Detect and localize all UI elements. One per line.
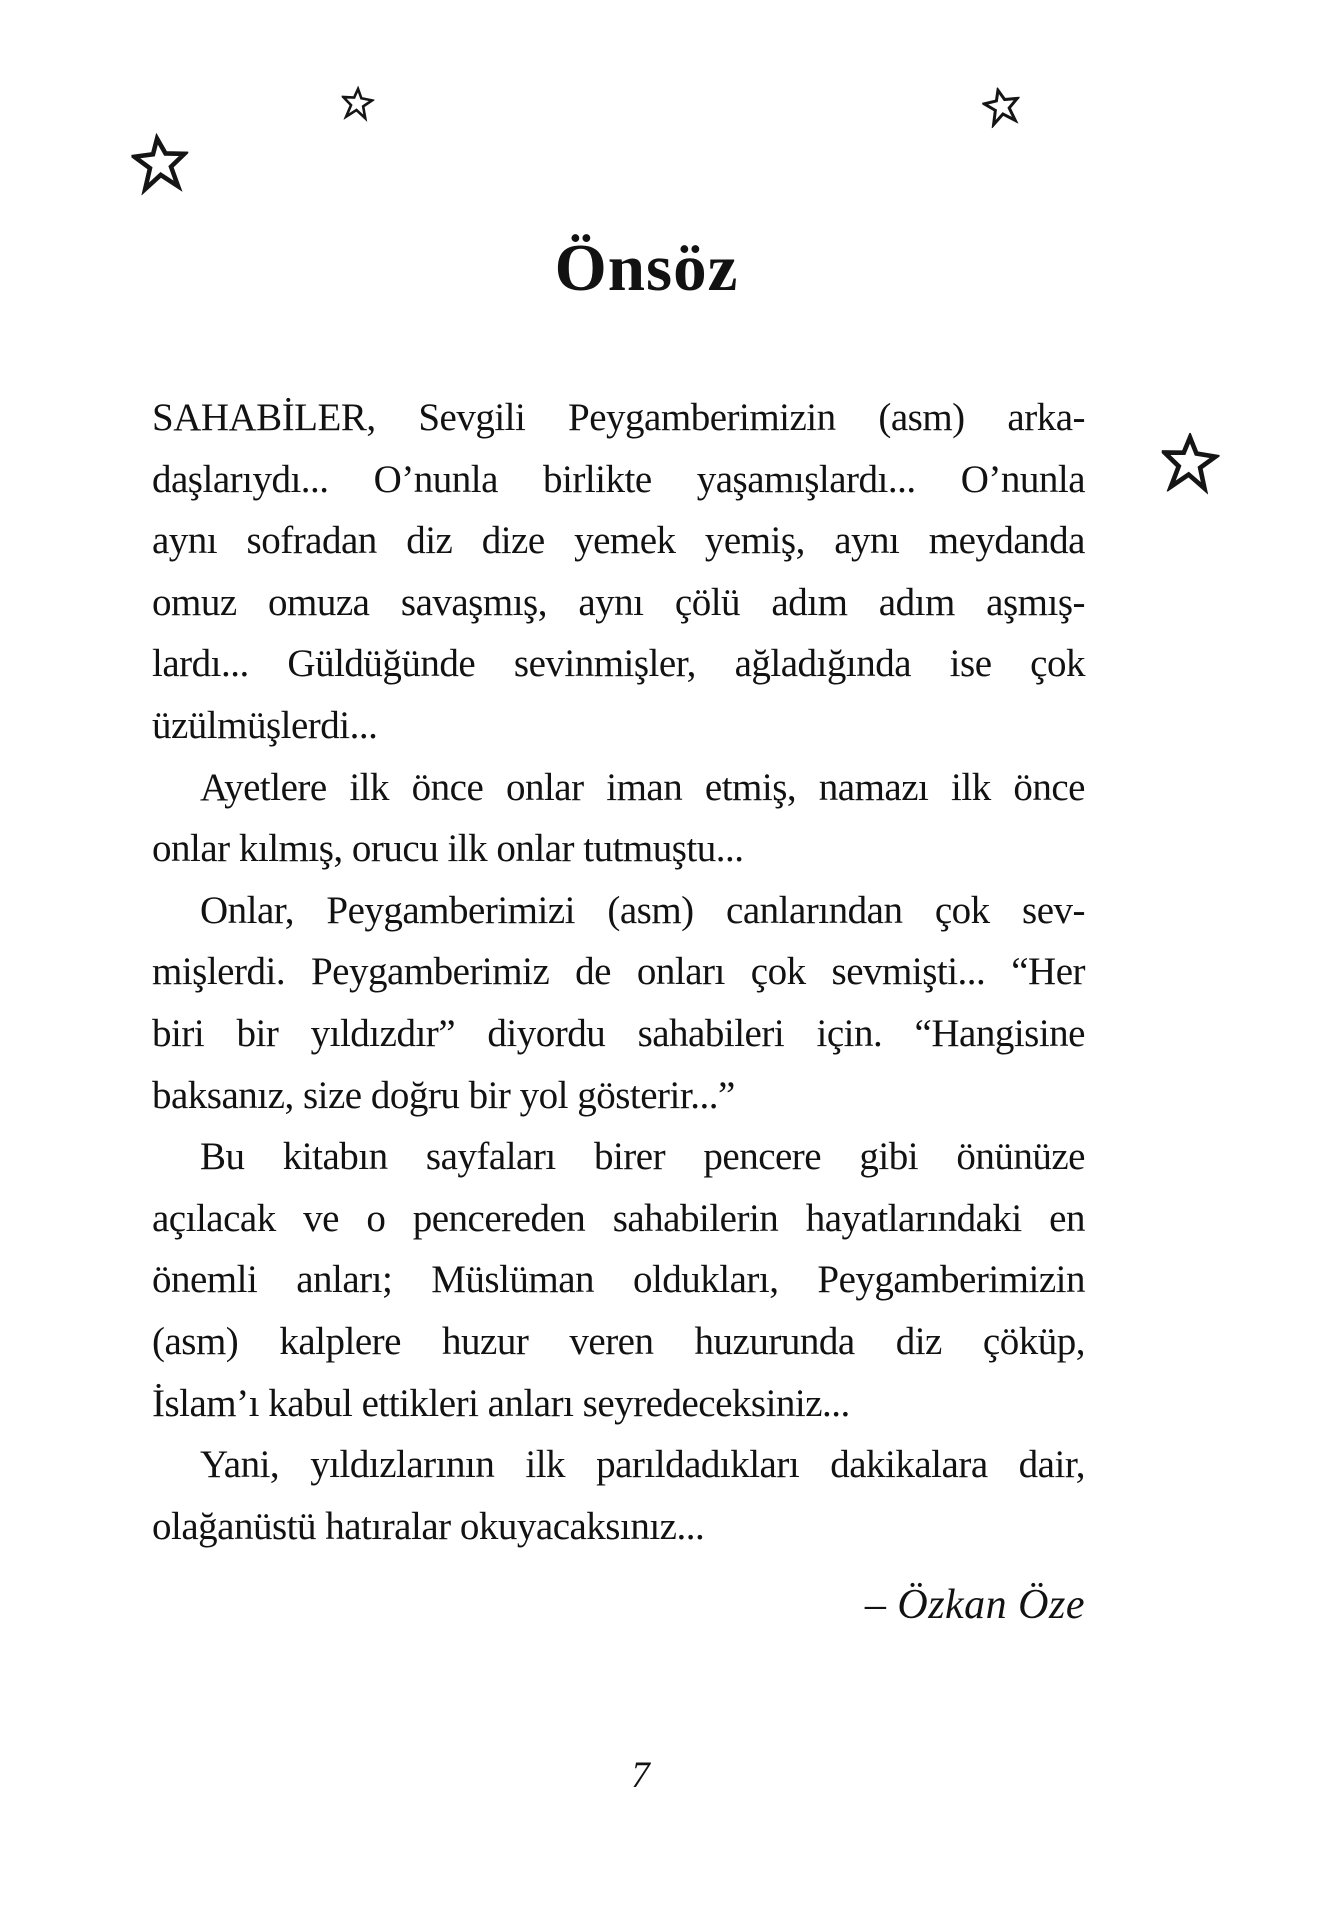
chapter-title: Önsöz (554, 231, 739, 305)
body-line: açılacak ve o pencereden sahabilerin hayatlarındaki en (152, 1196, 1085, 1240)
body-line: olağanüstü hatıralar okuyacaksınız... (152, 1504, 705, 1548)
body-line: baksanız, size doğru bir yol gösterir...” (152, 1073, 735, 1117)
body-line: İslam’ı kabul ettikleri anları seyredeceksiniz... (152, 1381, 850, 1425)
body-line: lardı... Güldüğünde sevinmişler, ağladığında ise çok (152, 642, 1085, 686)
body-line: Onlar, Peygamberimizi (asm) canlarından çok sev- (200, 888, 1085, 932)
body-line: SAHABİLER, Sevgili Peygamberimizin (asm) arka- (152, 396, 1085, 439)
decoration-star-top-center (339, 84, 375, 122)
body-line: onlar kılmış, orucu ilk onlar tutmuştu... (152, 827, 744, 871)
body-line: (asm) kalplere huzur veren huzurunda diz çöküp, (152, 1319, 1085, 1363)
body-line: aynı sofradan diz dize yemek yemiş, aynı meydanda (152, 519, 1085, 563)
star-doodle-icon (1159, 431, 1221, 495)
page-number: 7 (631, 1755, 650, 1796)
decoration-star-top-left (130, 131, 191, 196)
star-doodle-icon (980, 84, 1024, 129)
decoration-star-right-margin (1159, 431, 1221, 495)
body-line: daşlarıydı... O’nunla birlikte yaşamışlardı... O’nunla (152, 457, 1085, 501)
star-doodle-icon (130, 131, 191, 196)
preface-body (152, 387, 1085, 1557)
body-line: Ayetlere ilk önce onlar iman etmiş, namazı ilk önce (200, 765, 1085, 809)
body-line: Bu kitabın sayfaları birer pencere gibi önünüze (200, 1135, 1085, 1179)
body-line: üzülmüşlerdi... (152, 703, 378, 747)
body-line: önemli anları; Müslüman oldukları, Peygamberimizin (152, 1258, 1085, 1302)
body-line: mişlerdi. Peygamberimiz de onları çok sevmişti... “Her (152, 950, 1085, 994)
star-doodle-icon (339, 84, 375, 122)
body-line: omuz omuza savaşmış, aynı çölü adım adım aşmış- (152, 580, 1085, 624)
body-line: biri bir yıldızdır” diyordu sahabileri için. “Hangisine (152, 1011, 1085, 1055)
decoration-star-top-right (980, 84, 1024, 129)
author-signature: – Özkan Öze (864, 1582, 1085, 1628)
body-line: Yani, yıldızlarının ilk parıldadıkları dakikalara dair, (200, 1443, 1085, 1487)
